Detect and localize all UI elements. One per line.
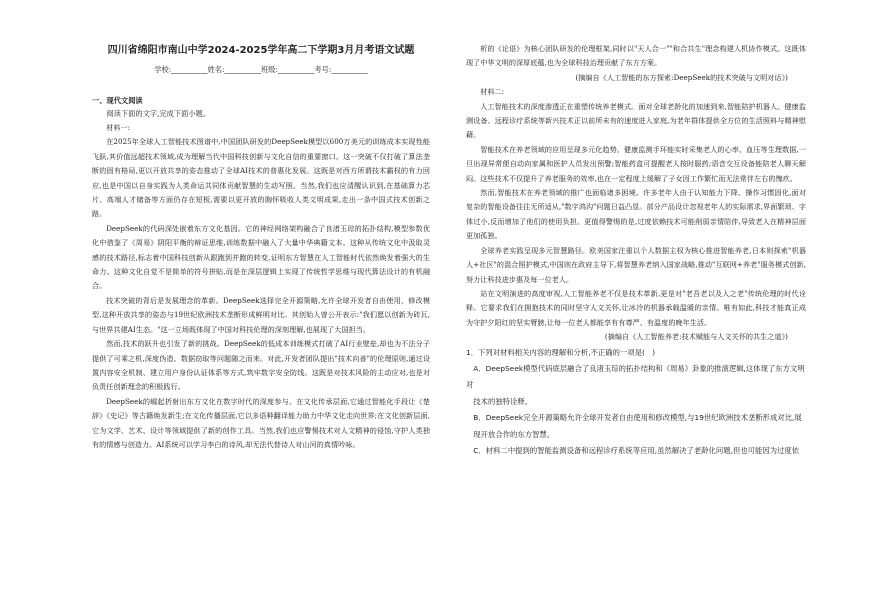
passage-paragraph: 站在文明演进的高度审视,人工智能养老不仅是技术革新,更是对"老吾老以及人之老"传统伦理的时代诠释。它要求我们在拥抱技术的同时坚守人文关怀,让冰冷的机器承载温暖的亲情。唯有如此,科技才能真正成为守护夕阳红的坚实臂膀,让每一位老人都能享有有尊严、有温度的晚年生活。	[466, 288, 806, 327]
left-column	[92, 0, 430, 615]
section-heading: 一、现代文阅读	[92, 96, 143, 105]
right-column	[466, 0, 806, 615]
student-info-line: 学校:__________姓名:__________班级:__________考号:__________	[154, 65, 368, 74]
passage-paragraph: 全球养老实践呈现多元智慧路径。欧美国家注重以个人数据主权为核心推进智能养老,日本则探索"机器人+社区"的混合照护模式,中国则在政府主导下,将智慧养老纳入国家战略,推动"互联网+养老"服务模式创新,努力让科技进步惠及每一位老人。	[466, 245, 806, 284]
passage-paragraph: 然而,技术的跃升也引发了新的挑战。DeepSeek的低成本训练模式打破了AI行业壁垒,却也为不法分子提供了可乘之机,深度伪造、数据窃取等问题随之而来。对此,开发者团队提出"技术向善"的伦理原则,通过设置内容安全机制、建立用户身份认证体系等方式,筑牢数字安全防线。这既是对技术风险的主动应对,也是对负责任创新理念的积极践行。	[92, 339, 430, 392]
passage-paragraph: 析的《论语》为核心团队研发的伦理框架,同时以"天人合一""和合共生"理念构建人机协作模式。这既体现了中华文明的深厚底蕴,也为全球科技治理贡献了东方方案。	[466, 44, 806, 68]
passage-paragraph: 技术突破的背后是发展理念的革新。DeepSeek选择完全开源策略,允许全球开发者自由使用、修改模型,这种开放共享的姿态与19世纪欧洲技术垄断形成鲜明对比。其创始人曾公开表示:"我们愿以创新为砖瓦,与世界共建AI生态。"这一立场既体现了中国对科技伦理的深刻理解,也展现了大国担当。	[92, 295, 430, 334]
option-b: B．DeepSeek完全开源策略允许全球开发者自由使用和修改模型,与19世纪欧洲技术垄断形成对比,展	[473, 413, 802, 423]
option-b-continued: 现开放合作的东方智慧。	[473, 429, 555, 439]
passage-paragraph: DeepSeek的代码深处嵌着东方文化基因。它的神经网络架构融合了良渚玉琮的拓扑结构,模型参数优化中借鉴了《周易》阴阳平衡的辩证思维,训练数据中融入了大量中华典籍文本。这种从传统文化中汲取灵感的技术路径,标志着中国科技创新从跟跑到并跑的转变,证明东方智慧在人工智能时代依然焕发着强大的生命力。这种文化自觉不是简单的符号拼贴,而是在深层逻辑上实现了传统哲学思维与现代算法设计的有机融合。	[92, 223, 430, 291]
question-stem: 1．下列对材料相关内容的理解和分析,不正确的一项是( )	[466, 347, 656, 357]
material-one-label: 材料一:	[106, 123, 131, 132]
source-citation: (摘编自《人工智能的东方探索:DeepSeek的技术突破与文明对话》)	[575, 72, 788, 82]
option-c: C．材料二中提到的智能监测设备和远程诊疗系统等应用,虽然解决了老龄化问题,但也可能因为过度依	[473, 445, 800, 455]
passage-paragraph: 在2025年全球人工智能技术图谱中,中国团队研发的DeepSeek模型以600万美元的训练成本实现性能飞跃,其价值远超技术领域,成为理解当代中国科技创新与文化自信的重要窗口。这一突破不仅打破了算法垄断的固有格局,更以开放共享的姿态推动了全球AI技术的普惠化发展。这既是对西方所谓技术霸权的有力回应,也是中国以自身实践为人类命运共同体贡献智慧的生动写照。当然,我们也应清醒认识到,在基础算力芯片、高端人才储备等方面仍存在短板,需要以更开放的胸怀吸收人类文明成果,走出一条中国式技术创新之路。	[92, 137, 430, 219]
material-two-label: 材料二:	[480, 87, 505, 97]
option-a: A．DeepSeek模型代码底层融合了良渚玉琮的拓扑结构和《周易》卦象的推演逻辑,这体现了东方文明对	[466, 363, 805, 390]
exam-title: 四川省绵阳市南山中学2024-2025学年高二下学期3月月考语文试题	[107, 45, 415, 56]
passage-paragraph: 智能技术在养老领域的应用呈现多元化趋势。健康监测手环能实时采集老人的心率、血压等生理数据,一旦出现异常便自动向家属和医护人员发出预警;智能药盒可提醒老人按时服药;语音交互设备能陪老人聊天解闷。这些技术不仅提升了养老服务的效率,也在一定程度上缓解了子女因工作繁忙而无法常伴左右的愧疚。	[466, 144, 806, 183]
option-a-continued: 技术的独特诠释。	[473, 396, 533, 406]
passage-paragraph: 然而,智能技术在养老领域的推广也面临诸多困境。许多老年人由于认知能力下降、操作习惯固化,面对复杂的智能设备往往无所适从,"数字鸿沟"问题日益凸显。部分产品设计忽视老年人的实际需求,界面繁琐、字体过小,反而增加了他们的使用负担。更值得警惕的是,过度依赖技术可能削弱亲情陪伴,导致老人在精神层面更加孤独。	[466, 188, 806, 241]
passage-paragraph: 人工智能技术的深度渗透正在重塑传统养老模式。面对全球老龄化的加速到来,智能陪护机器人、健康监测设备、远程诊疗系统等新兴技术正以前所未有的速度进入家庭,为老年群体提供全方位的生活照料与精神慰藉。	[466, 101, 806, 140]
passage-paragraph: DeepSeek的崛起折射出东方文化在数字时代的深度参与。在文化传承层面,它通过智能化手段让《楚辞》《史记》等古籍焕发新生;在文化传播层面,它以多语种翻译能力助力中华文化走向世界;在文化创新层面,它为文学、艺术、设计等领域提供了新的创作工具。当然,我们也应警惕技术对人文精神的侵蚀,守护人类独有的情感与创造力。AI系统可以学习李白的诗风,却无法代替诗人对山河的真情吟咏。	[92, 396, 430, 449]
reading-prompt: 阅读下面的文字,完成下面小题。	[106, 109, 211, 118]
source-citation: (摘编自《人工智能养老:技术赋能与人文关怀的共生之道》)	[604, 332, 788, 342]
